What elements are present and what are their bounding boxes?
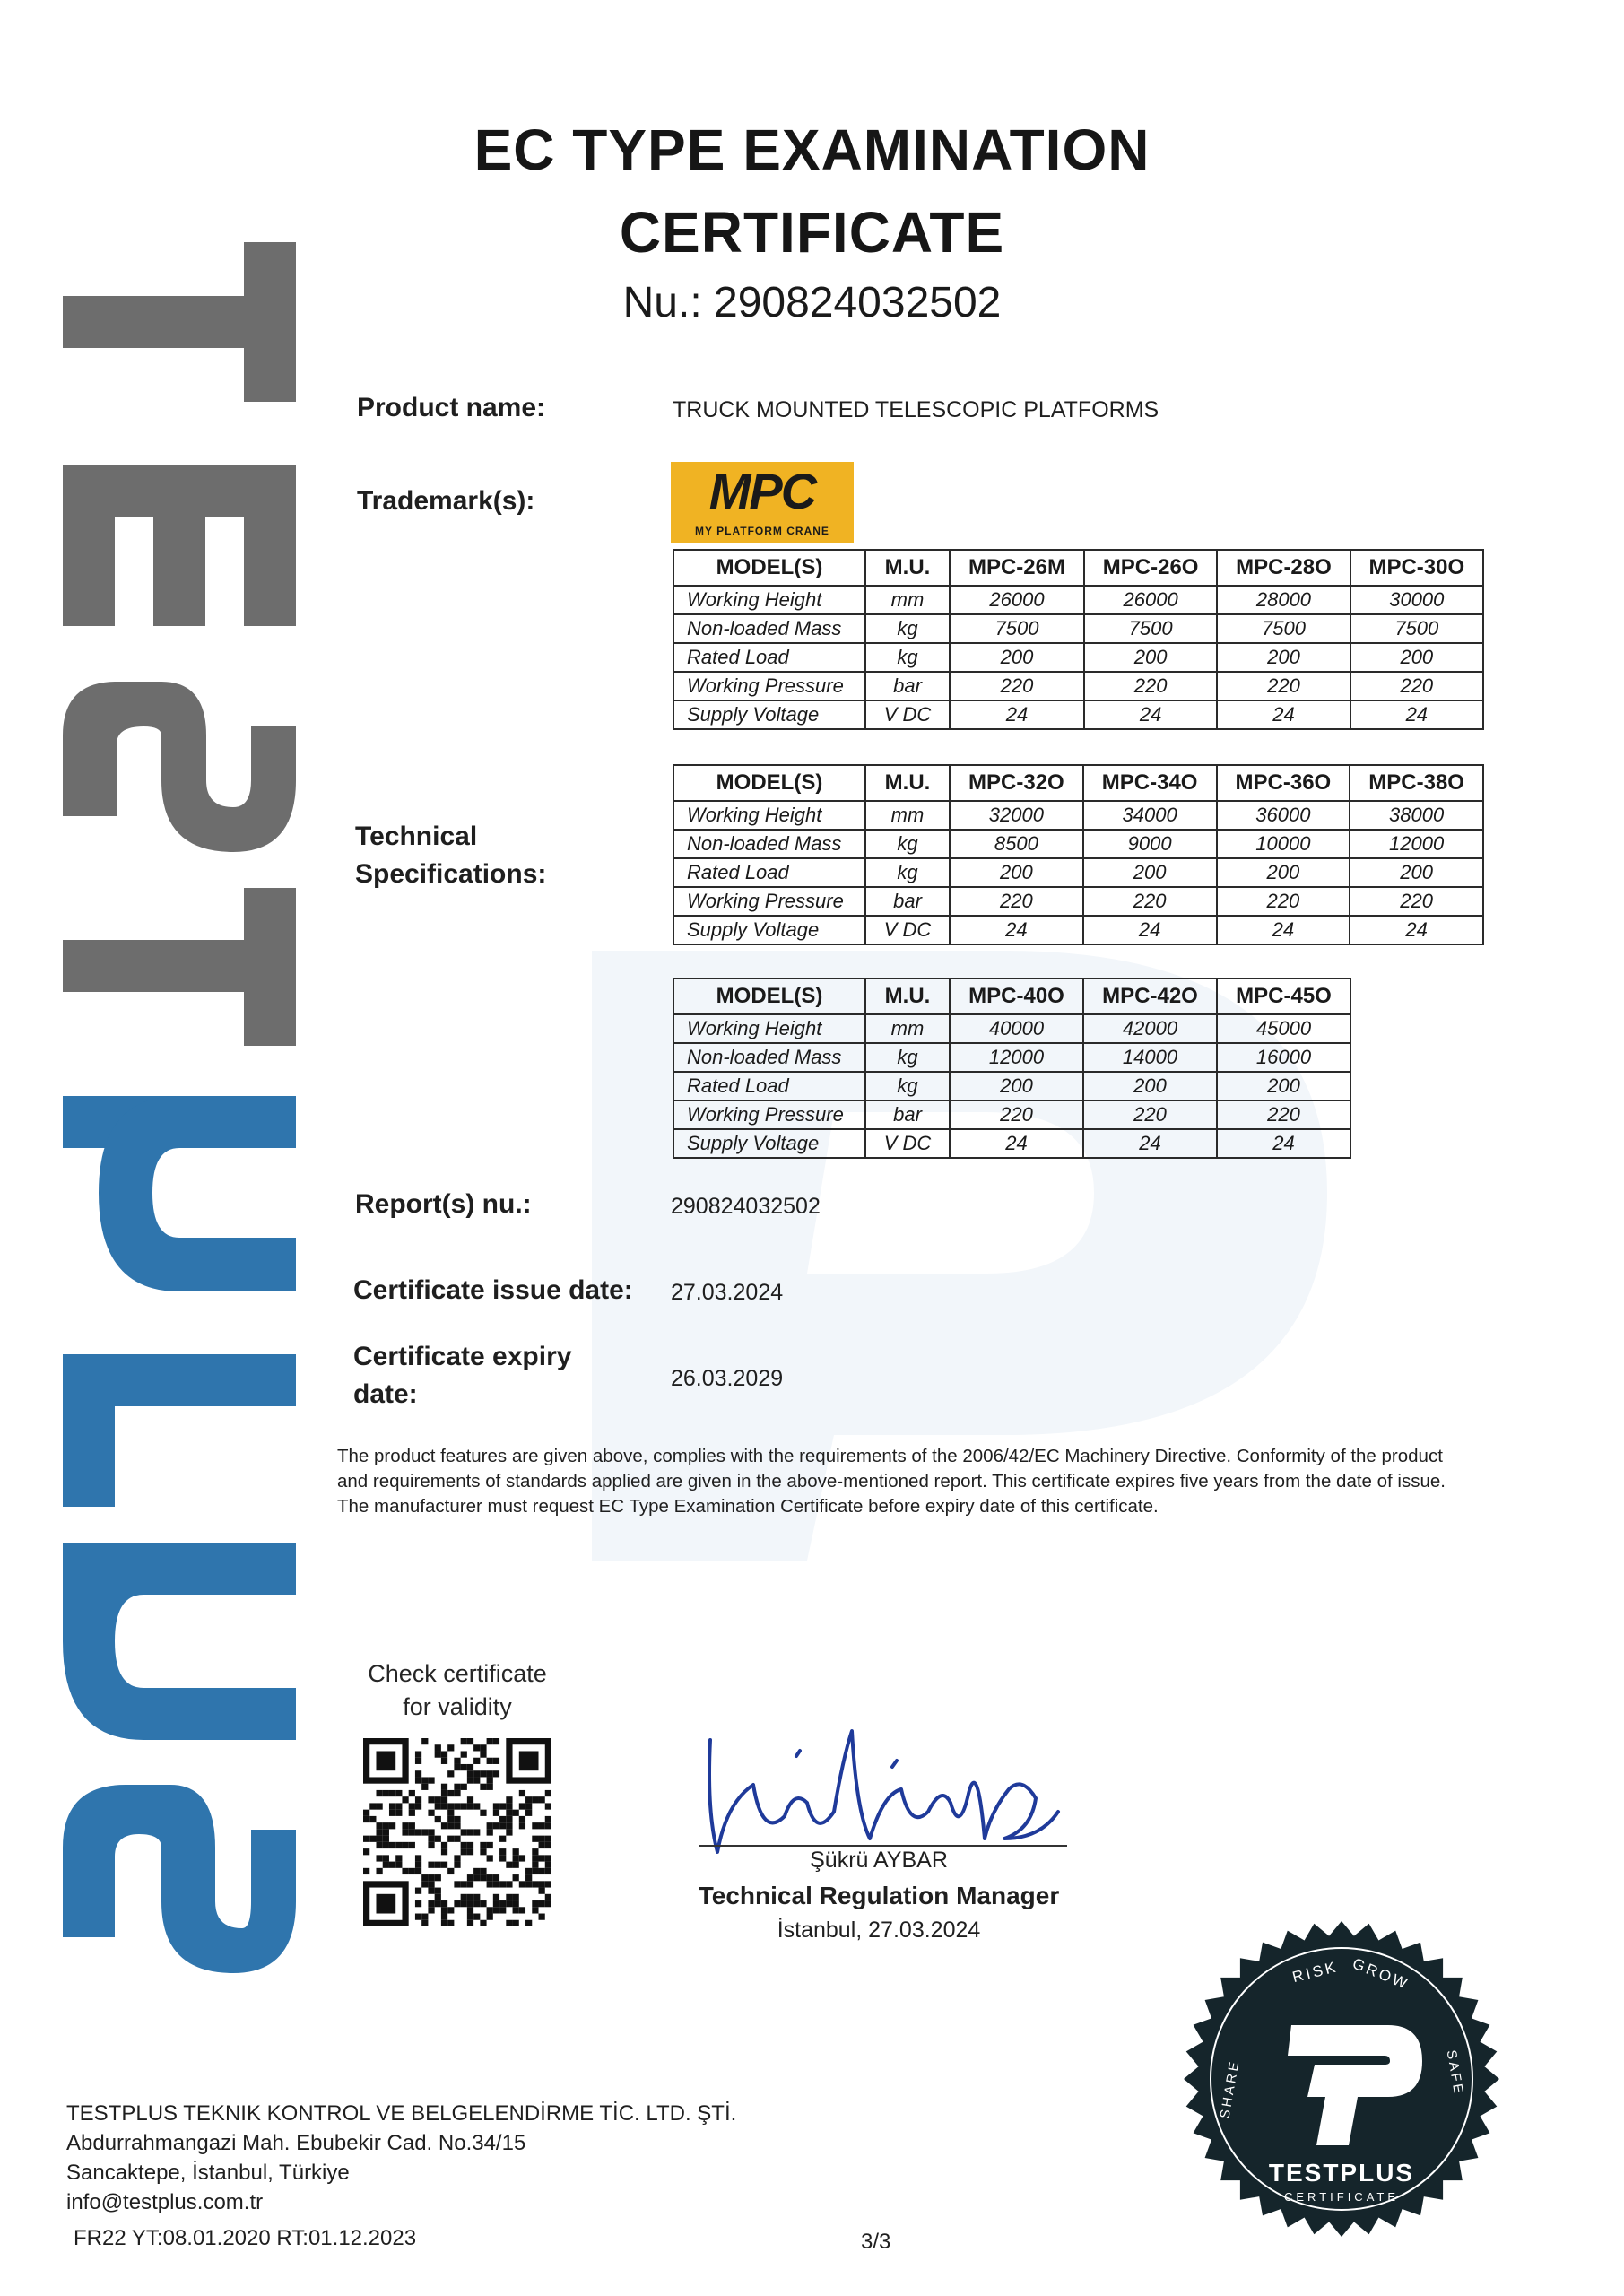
qr-caption-line2: for validity: [403, 1693, 512, 1720]
expiry-date-label-line2: date:: [353, 1379, 418, 1409]
issue-date-label: Certificate issue date:: [353, 1275, 633, 1305]
value-cell: 220: [950, 672, 1084, 700]
qr-caption-line1: Check certificate: [368, 1660, 547, 1687]
seal-word-risk: RISK: [1290, 1958, 1341, 1987]
value-cell: 200: [1217, 1072, 1350, 1100]
value-cell: 200: [1083, 858, 1217, 887]
value-cell: 200: [1217, 643, 1350, 672]
table-row: [673, 830, 1483, 858]
value-cell: 220: [1084, 672, 1217, 700]
table-row: [673, 700, 1483, 729]
value-cell: 42000: [1083, 1014, 1217, 1043]
value-cell: 30000: [1350, 586, 1483, 614]
report-number-label: Report(s) nu.:: [355, 1189, 532, 1219]
page-number: 3/3: [861, 2230, 891, 2254]
column-header-model: MPC-34O: [1083, 765, 1217, 801]
column-header-model: MPC-36O: [1217, 765, 1350, 801]
unit-cell: bar: [865, 887, 950, 916]
certificate-number: Nu.: 290824032502: [622, 279, 1002, 326]
value-cell: 34000: [1083, 801, 1217, 830]
value-cell: 9000: [1083, 830, 1217, 858]
spec-table-2: [673, 764, 1484, 945]
value-cell: 45000: [1217, 1014, 1350, 1043]
column-header-model: MPC-28O: [1217, 550, 1350, 586]
seal-word-safe: SAFE: [1443, 2048, 1467, 2097]
signatory-role: Technical Regulation Manager: [698, 1882, 1060, 1909]
signatory-place-date: İstanbul, 27.03.2024: [777, 1918, 981, 1943]
column-header-model: MPC-26M: [950, 550, 1084, 586]
product-name-label: Product name:: [357, 393, 546, 422]
table-row: [673, 643, 1483, 672]
parameter-name-cell: Rated Load: [673, 643, 865, 672]
parameter-name-cell: Rated Load: [673, 858, 865, 887]
side-brand-logo: [63, 242, 296, 2054]
company-email[interactable]: info@testplus.com.tr: [66, 2190, 264, 2214]
testplus-vertical-wordmark: [63, 242, 296, 2054]
column-header-model: MPC-40O: [950, 978, 1083, 1014]
column-header-model: MPC-30O: [1350, 550, 1483, 586]
qr-caption: [341, 1657, 574, 1724]
column-header-models: MODEL(S): [673, 765, 865, 801]
seal-sub-text: CERTIFICATE: [1283, 2190, 1400, 2204]
value-cell: 8500: [950, 830, 1083, 858]
value-cell: 24: [1217, 700, 1350, 729]
unit-cell: kg: [865, 858, 950, 887]
value-cell: 24: [1084, 700, 1217, 729]
column-header-model: MPC-45O: [1217, 978, 1350, 1014]
parameter-name-cell: Non-loaded Mass: [673, 1043, 865, 1072]
value-cell: 220: [1350, 672, 1483, 700]
value-cell: 220: [1217, 672, 1350, 700]
unit-cell: V DC: [865, 916, 950, 944]
column-header-model: MPC-26O: [1084, 550, 1217, 586]
value-cell: 200: [1350, 858, 1483, 887]
value-cell: 12000: [950, 1043, 1083, 1072]
value-cell: 200: [1350, 643, 1483, 672]
value-cell: 24: [950, 1129, 1083, 1158]
unit-cell: kg: [865, 1072, 950, 1100]
parameter-name-cell: Working Pressure: [673, 672, 865, 700]
value-cell: 14000: [1083, 1043, 1217, 1072]
address-line2: Sancaktepe, İstanbul, Türkiye: [66, 2161, 350, 2185]
value-cell: 200: [1084, 643, 1217, 672]
expiry-date-label-line1: Certificate expiry: [353, 1342, 572, 1371]
mpc-trademark-logo: [671, 462, 854, 543]
parameter-name-cell: Supply Voltage: [673, 1129, 865, 1158]
value-cell: 7500: [1217, 614, 1350, 643]
address-line1: Abdurrahmangazi Mah. Ebubekir Cad. No.34/15: [66, 2131, 526, 2155]
value-cell: 24: [1217, 916, 1350, 944]
issue-date-value: 27.03.2024: [671, 1280, 784, 1305]
parameter-name-cell: Supply Voltage: [673, 700, 865, 729]
table-header-row: [673, 765, 1483, 801]
table-row: [673, 1014, 1350, 1043]
parameter-name-cell: Supply Voltage: [673, 916, 865, 944]
parameter-name-cell: Working Pressure: [673, 887, 865, 916]
value-cell: 12000: [1350, 830, 1483, 858]
value-cell: 38000: [1350, 801, 1483, 830]
parameter-name-cell: Working Height: [673, 586, 865, 614]
expiry-date-value: 26.03.2029: [671, 1366, 784, 1391]
value-cell: 24: [1350, 700, 1483, 729]
value-cell: 24: [1083, 916, 1217, 944]
column-header-model: MPC-32O: [950, 765, 1083, 801]
table-row: [673, 887, 1483, 916]
column-header-unit: M.U.: [865, 550, 950, 586]
table-row: [673, 672, 1483, 700]
unit-cell: bar: [865, 1100, 950, 1129]
technical-spec-label-line1: Technical: [355, 822, 478, 851]
seal-word-grow: GROW: [1350, 1954, 1412, 1994]
unit-cell: bar: [865, 672, 950, 700]
form-code: FR22 YT:08.01.2020 RT:01.12.2023: [74, 2226, 417, 2250]
conformity-statement: The product features are given above, complies with the requirements of the 2006/42/EC Machinery Directive. Conformity of the product and requirements of standards applied are given in the above-mentioned report. This certificate expires five years from the date of issue. The manufacturer must request EC Type Examination Certificate before expiry date of this certificate.: [337, 1446, 1446, 1517]
value-cell: 220: [1083, 1100, 1217, 1129]
table-row: [673, 614, 1483, 643]
expiry-date-label: [353, 1338, 571, 1413]
mpc-logo-subtext: MY PLATFORM CRANE: [695, 525, 829, 537]
certificate-title-line1: EC TYPE EXAMINATION: [473, 117, 1151, 182]
value-cell: 7500: [1350, 614, 1483, 643]
technical-spec-label-line2: Specifications:: [355, 859, 547, 889]
value-cell: 200: [1217, 858, 1350, 887]
parameter-name-cell: Rated Load: [673, 1072, 865, 1100]
parameter-name-cell: Working Height: [673, 1014, 865, 1043]
value-cell: 24: [950, 700, 1084, 729]
value-cell: 7500: [950, 614, 1084, 643]
report-number-value: 290824032502: [671, 1194, 821, 1219]
parameter-name-cell: Working Pressure: [673, 1100, 865, 1129]
parameter-name-cell: Working Height: [673, 801, 865, 830]
table-row: [673, 916, 1483, 944]
table-header-row: [673, 550, 1483, 586]
mpc-logo-text: MPC: [708, 463, 816, 519]
value-cell: 220: [1217, 887, 1350, 916]
value-cell: 40000: [950, 1014, 1083, 1043]
spec-table-3: [673, 978, 1351, 1159]
testplus-certificate-seal: [1182, 1919, 1501, 2239]
column-header-model: MPC-42O: [1083, 978, 1217, 1014]
value-cell: 220: [950, 887, 1083, 916]
company-name: TESTPLUS TEKNIK KONTROL VE BELGELENDİRME TİC. LTD. ŞTİ.: [66, 2101, 737, 2126]
seal-word-share: SHARE: [1217, 2057, 1243, 2120]
column-header-unit: M.U.: [865, 765, 950, 801]
column-header-models: MODEL(S): [673, 978, 865, 1014]
signatory-name: Şükrü AYBAR: [810, 1848, 948, 1873]
value-cell: 28000: [1217, 586, 1350, 614]
parameter-name-cell: Non-loaded Mass: [673, 830, 865, 858]
value-cell: 220: [1217, 1100, 1350, 1129]
unit-cell: mm: [865, 1014, 950, 1043]
value-cell: 26000: [1084, 586, 1217, 614]
table-header-row: [673, 978, 1350, 1014]
unit-cell: kg: [865, 830, 950, 858]
table-row: [673, 1072, 1350, 1100]
value-cell: 16000: [1217, 1043, 1350, 1072]
trademark-label: Trademark(s):: [357, 486, 535, 516]
spec-table-1: [673, 549, 1484, 730]
technical-spec-label: [355, 818, 546, 893]
unit-cell: V DC: [865, 700, 950, 729]
value-cell: 200: [1083, 1072, 1217, 1100]
column-header-models: MODEL(S): [673, 550, 865, 586]
table-row: [673, 1043, 1350, 1072]
certificate-title-line2: CERTIFICATE: [619, 200, 1005, 265]
unit-cell: kg: [865, 614, 950, 643]
value-cell: 26000: [950, 586, 1084, 614]
value-cell: 220: [950, 1100, 1083, 1129]
seal-brand-text: TESTPLUS: [1268, 2159, 1415, 2187]
table-row: [673, 1129, 1350, 1158]
unit-cell: mm: [865, 586, 950, 614]
company-address-block: [66, 2099, 736, 2217]
value-cell: 32000: [950, 801, 1083, 830]
table-row: [673, 586, 1483, 614]
value-cell: 200: [950, 643, 1084, 672]
value-cell: 24: [1217, 1129, 1350, 1158]
unit-cell: V DC: [865, 1129, 950, 1158]
column-header-model: MPC-38O: [1350, 765, 1483, 801]
value-cell: 220: [1083, 887, 1217, 916]
validity-qr-code[interactable]: [363, 1738, 551, 1926]
unit-cell: kg: [865, 1043, 950, 1072]
value-cell: 200: [950, 858, 1083, 887]
value-cell: 24: [950, 916, 1083, 944]
table-row: [673, 1100, 1350, 1129]
table-row: [673, 801, 1483, 830]
unit-cell: mm: [865, 801, 950, 830]
unit-cell: kg: [865, 643, 950, 672]
value-cell: 24: [1083, 1129, 1217, 1158]
value-cell: 220: [1350, 887, 1483, 916]
table-row: [673, 858, 1483, 887]
value-cell: 24: [1350, 916, 1483, 944]
value-cell: 36000: [1217, 801, 1350, 830]
value-cell: 7500: [1084, 614, 1217, 643]
column-header-unit: M.U.: [865, 978, 950, 1014]
product-name-value: TRUCK MOUNTED TELESCOPIC PLATFORMS: [673, 397, 1159, 422]
value-cell: 200: [950, 1072, 1083, 1100]
parameter-name-cell: Non-loaded Mass: [673, 614, 865, 643]
value-cell: 10000: [1217, 830, 1350, 858]
